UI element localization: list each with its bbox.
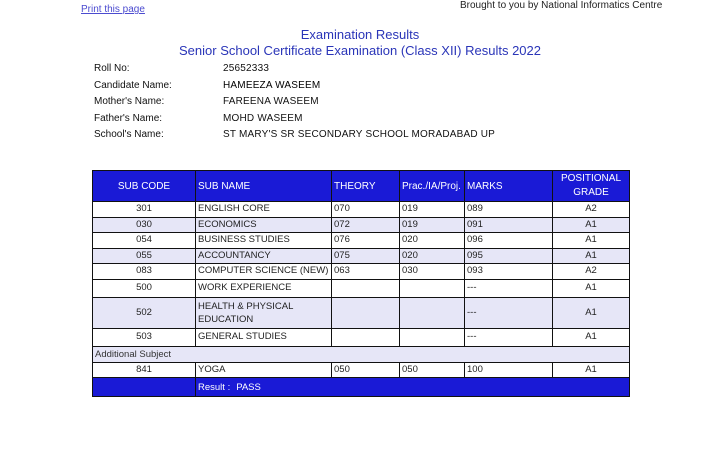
- marks-table: [92, 170, 630, 397]
- prac-cell: 050: [400, 362, 465, 378]
- header-sub-name: SUB NAME: [196, 171, 332, 202]
- marks-cell: 093: [465, 264, 553, 280]
- table-header-row: [93, 171, 630, 202]
- header-marks: MARKS: [465, 171, 553, 202]
- sub-name-cell: ECONOMICS: [196, 217, 332, 233]
- roll-no-value: 25652333: [223, 63, 270, 74]
- marks-cell: 100: [465, 362, 553, 378]
- school-name-value: ST MARY'S SR SECONDARY SCHOOL MORADABAD UP: [223, 129, 496, 140]
- print-page-link[interactable]: Print this page: [81, 4, 145, 15]
- result-row: [93, 378, 630, 397]
- table-row: [93, 279, 630, 297]
- header-grade: POSITIONAL GRADE: [553, 171, 630, 202]
- sub-code-cell: 055: [93, 248, 196, 264]
- result-spacer: [93, 378, 196, 397]
- sub-code-cell: 030: [93, 217, 196, 233]
- mother-name-value: FAREENA WASEEM: [223, 96, 319, 107]
- grade-cell: A2: [553, 202, 630, 218]
- theory-cell: 063: [332, 264, 400, 280]
- result-cell: [196, 378, 630, 397]
- table-row: [93, 362, 630, 378]
- grade-cell: A1: [553, 297, 630, 328]
- sub-code-cell: 841: [93, 362, 196, 378]
- table-row: [93, 328, 630, 346]
- sub-code-cell: 301: [93, 202, 196, 218]
- header-prac: Prac./IA/Proj.: [400, 171, 465, 202]
- father-name-label: Father's Name:: [94, 112, 163, 124]
- school-name-label: School's Name:: [94, 129, 164, 140]
- prac-cell: [400, 279, 465, 297]
- theory-cell: 050: [332, 362, 400, 378]
- prac-cell: 019: [400, 217, 465, 233]
- prac-cell: [400, 328, 465, 346]
- marks-cell: 095: [465, 248, 553, 264]
- page-title: Examination Results: [300, 27, 420, 42]
- header-theory: THEORY: [332, 171, 400, 202]
- theory-cell: 076: [332, 233, 400, 249]
- grade-cell: A1: [553, 217, 630, 233]
- sub-code-cell: 503: [93, 328, 196, 346]
- sub-code-cell: 054: [93, 233, 196, 249]
- sub-code-cell: 502: [93, 297, 196, 328]
- header-sub-code: SUB CODE: [93, 171, 196, 202]
- sub-code-cell: 083: [93, 264, 196, 280]
- table-row: [93, 248, 630, 264]
- prac-cell: 019: [400, 202, 465, 218]
- sub-name-cell: HEALTH & PHYSICAL EDUCATION: [196, 297, 332, 328]
- grade-cell: A1: [553, 279, 630, 297]
- theory-cell: [332, 279, 400, 297]
- table-row: [93, 233, 630, 249]
- theory-cell: 072: [332, 217, 400, 233]
- brought-by-text: Brought to you by National Informatics Centre: [460, 0, 663, 11]
- sub-name-cell: ACCOUNTANCY: [196, 248, 332, 264]
- candidate-name-value: HAMEEZA WASEEM: [223, 79, 321, 91]
- additional-subject-label: Additional Subject: [93, 346, 630, 362]
- marks-cell: ---: [465, 328, 553, 346]
- grade-cell: A2: [553, 264, 630, 280]
- grade-cell: A1: [553, 362, 630, 378]
- table-row: [93, 297, 630, 328]
- sub-name-cell: GENERAL STUDIES: [196, 328, 332, 346]
- grade-cell: A1: [553, 328, 630, 346]
- grade-cell: A1: [553, 248, 630, 264]
- prac-cell: [400, 297, 465, 328]
- marks-cell: ---: [465, 279, 553, 297]
- prac-cell: 030: [400, 264, 465, 280]
- candidate-name-label: Candidate Name:: [94, 79, 172, 91]
- prac-cell: 020: [400, 233, 465, 249]
- father-name-value: MOHD WASEEM: [223, 112, 303, 124]
- marks-cell: 096: [465, 233, 553, 249]
- marks-cell: ---: [465, 297, 553, 328]
- table-row: [93, 217, 630, 233]
- sub-name-cell: ENGLISH CORE: [196, 202, 332, 218]
- theory-cell: [332, 297, 400, 328]
- theory-cell: 070: [332, 202, 400, 218]
- marks-cell: 091: [465, 217, 553, 233]
- mother-name-label: Mother's Name:: [94, 96, 165, 107]
- sub-name-cell: YOGA: [196, 362, 332, 378]
- sub-name-cell: COMPUTER SCIENCE (NEW): [196, 264, 332, 280]
- sub-code-cell: 500: [93, 279, 196, 297]
- grade-cell: A1: [553, 233, 630, 249]
- theory-cell: 075: [332, 248, 400, 264]
- roll-no-label: Roll No:: [94, 63, 130, 74]
- prac-cell: 020: [400, 248, 465, 264]
- sub-name-cell: WORK EXPERIENCE: [196, 279, 332, 297]
- result-value: PASS: [236, 381, 261, 393]
- sub-name-cell: BUSINESS STUDIES: [196, 233, 332, 249]
- result-label: Result :: [198, 381, 231, 393]
- marks-cell: 089: [465, 202, 553, 218]
- theory-cell: [332, 328, 400, 346]
- page-subtitle: Senior School Certificate Examination (Class XII) Results 2022: [179, 43, 541, 58]
- table-row: [93, 202, 630, 218]
- table-row: [93, 264, 630, 280]
- additional-subject-row: [93, 346, 630, 362]
